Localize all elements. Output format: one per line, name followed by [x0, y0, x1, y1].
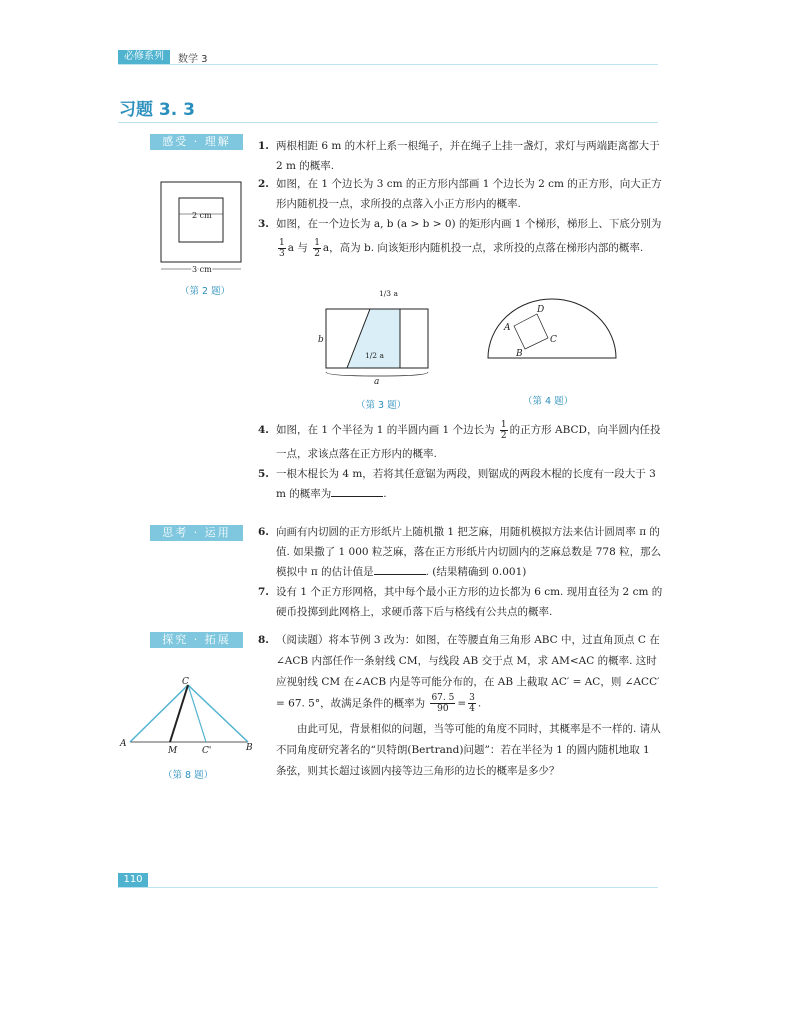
problem-6	[258, 522, 663, 582]
fig3-caption: （第 3 题）	[356, 400, 407, 411]
fig8-label-b: B	[246, 743, 253, 753]
fig8-label-c-prime: C'	[202, 746, 212, 756]
answer-blank	[374, 563, 426, 575]
figure-problem-8	[118, 675, 258, 760]
fig4-label-a: A	[504, 323, 511, 333]
section-title: 习题 3. 3	[119, 100, 195, 120]
fig3-a-label: a	[374, 377, 380, 387]
problem-8-text-a: （阅读题）将本节例 3 改为：如图，在等腰直角三角形 ABC 中，过直角顶点 C 在∠ACB 内部任作一条射线 CM，与线段 AB 交于点 M，求 AM<AC 的概率. 这时应视射线 CM 在∠ACB 内是等可能分布的，在 AB 上截取 AC′ = AC，则 ∠ACC′ = 67. 5°，故满足条件的概率为	[276, 634, 660, 710]
title-rule	[118, 122, 658, 123]
problem-8-number: 8.	[258, 634, 269, 646]
series-tag: 必修系列	[118, 50, 170, 64]
problem-3-fraction-1: $\frac{1}{3}$	[279, 237, 285, 259]
problem-3-fraction-2: $\frac{1}{2}$	[314, 237, 320, 259]
fig3-inner-label: 1/2 a	[365, 351, 384, 360]
fig4-caption: （第 4 题）	[523, 396, 574, 407]
fig2-outer-label: 3 cm	[192, 265, 212, 274]
problem-4	[258, 418, 663, 466]
problem-7-text: 设有 1 个正方形网格，其中每个最小正方形的边长都为 6 cm. 现用直径为 2 cm 的硬币投掷到此网格上，求硬币落下后与格线有公共点的概率.	[276, 586, 663, 618]
problem-1-number: 1.	[258, 140, 269, 152]
header-rule	[118, 64, 658, 65]
problem-2	[258, 174, 663, 214]
problem-3	[258, 212, 663, 260]
fig3-b-label: b	[318, 335, 324, 345]
width-brace	[326, 372, 428, 376]
fig2-caption: （第 2 题）	[180, 286, 231, 297]
problem-7-number: 7.	[258, 586, 269, 598]
inner-square	[179, 198, 223, 242]
category-explore-extend: 探究 · 拓展	[150, 632, 243, 648]
figure-problem-4	[484, 296, 624, 366]
problem-3-text-a: 如图，在一个边长为 a, b (a > b > 0) 的矩形内画 1 个梯形，梯形上、下底分别为	[276, 218, 662, 230]
problem-4-text-a: 如图，在 1 个半径为 1 的半圆内画 1 个边长为	[276, 424, 495, 436]
page-number: 110	[118, 873, 148, 887]
problem-2-number: 2.	[258, 178, 269, 190]
fig4-label-c: C	[550, 335, 557, 345]
problem-8-paragraph-2: 由此可见，背景相似的问题，当等可能的角度不同时，其概率是不一样的. 请从不同角度研究著名的“贝特朗(Bertrand)问题”：若在半径为 1 的圆内随机地取 1 条弦，则其长超过该圆内接等边三角形的边长的概率是多少？	[276, 722, 661, 777]
subject-label: 数学 3	[178, 53, 208, 65]
fig3-top-label: 1/3 a	[379, 289, 398, 298]
fig8-caption: （第 8 题）	[163, 770, 214, 781]
footer-rule	[118, 887, 658, 888]
problem-8-equals: =	[457, 697, 467, 710]
problem-7	[258, 582, 663, 622]
problem-6-text-b: . (结果精确到 0.001)	[425, 566, 527, 578]
category-think-apply: 思考 · 运用	[150, 525, 243, 541]
problem-1-text: 两根相距 6 m 的木杆上系一根绳子，并在绳子上挂一盏灯，求灯与两端距离都大于 2 m 的概率.	[276, 140, 660, 172]
problem-5	[258, 464, 663, 504]
problem-4-number: 4.	[258, 424, 269, 436]
fig4-label-b: B	[516, 349, 523, 359]
fig8-label-a: A	[120, 739, 127, 749]
outer-square	[161, 182, 241, 262]
problem-8	[258, 630, 663, 782]
category-perceive-understand: 感受 · 理解	[150, 134, 243, 150]
figure-problem-3	[315, 288, 435, 388]
answer-blank	[331, 485, 383, 497]
problem-5-text-a: 一根木棍长为 4 m，若将其任意锯为两段，则锯成的两段木棍的长度有一段大于 3 m 的概率为	[276, 468, 656, 500]
problem-3-text-b: a 与	[287, 242, 308, 254]
problem-8-text-b: .	[477, 697, 482, 710]
fig8-label-c: C	[182, 677, 189, 687]
fig8-label-m: M	[168, 746, 178, 756]
problem-6-number: 6.	[258, 526, 269, 538]
problem-8-fraction-2: $\frac{3}{4}$	[469, 693, 475, 714]
square-abcd	[514, 314, 548, 349]
problem-5-number: 5.	[258, 468, 269, 480]
problem-8-fraction-1: $\frac{67. 5}{90}$	[431, 693, 455, 714]
problem-3-number: 3.	[258, 218, 269, 230]
problem-1	[258, 136, 663, 176]
problem-3-text-c: a，高为 b. 向该矩形内随机投一点，求所投的点落在梯形内部的概率.	[322, 242, 644, 254]
problem-4-fraction: $\frac{1}{2}$	[500, 419, 507, 441]
fig4-label-d: D	[537, 305, 545, 315]
figure-problem-2	[158, 178, 248, 278]
problem-4-text-b: 的正方形 ABCD，向半圆内任投一点，求该点落在正方形内的概率.	[276, 424, 661, 460]
running-header	[118, 50, 208, 64]
problem-6-text-a: 向画有内切圆的正方形纸片上随机撒 1 把芝麻，用随机模拟方法来估计圆周率 π 的值. 如果撒了 1 000 粒芝麻，落在正方形纸片内切圆内的芝麻总数是 778 粒，那么模拟中 π 的估计值是	[276, 526, 662, 578]
fig2-inner-label: 2 cm	[192, 211, 212, 220]
problem-2-text: 如图，在 1 个边长为 3 cm 的正方形内部画 1 个边长为 2 cm 的正方形，向大正方形内随机投一点，求所投的点落入小正方形内的概率.	[276, 178, 662, 210]
problem-5-text-b: .	[383, 488, 387, 500]
